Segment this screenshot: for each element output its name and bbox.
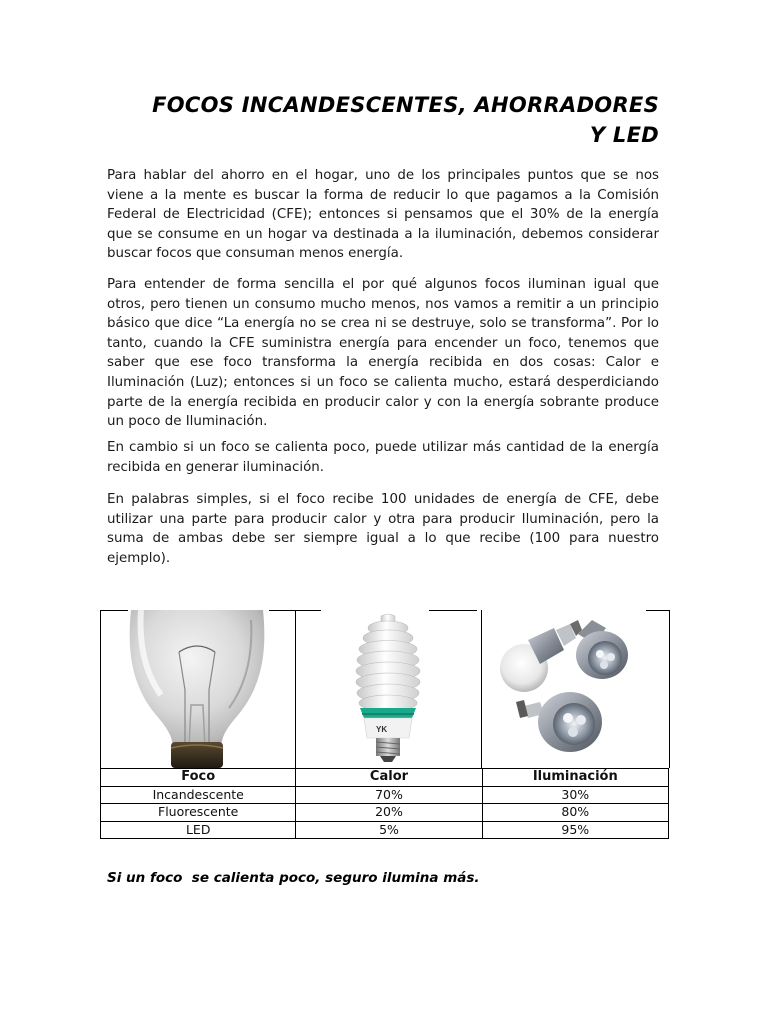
cell-bulb-type: Incandescente (101, 786, 296, 804)
paragraph-low-heat: En cambio si un foco se calienta poco, puede utilizar más cantidad de la energía recibida en generar iluminación. (107, 440, 659, 475)
cell-bulb-type: Fluorescente (101, 804, 296, 822)
cell-heat: 20% (296, 804, 482, 822)
led-bulb-bottom-icon (516, 692, 602, 752)
incandescent-bulb-image (101, 610, 296, 768)
cell-light: 30% (482, 786, 668, 804)
cell-heat: 5% (296, 821, 482, 839)
cell-heat: 70% (296, 786, 482, 804)
header-iluminacion: Iluminación (482, 769, 668, 787)
paragraph-intro: Para hablar del ahorro en el hogar, uno de los principales puntos que se nos viene a la mente es buscar la forma de reducir lo que pagamos a la Comisión Federal de Electricidad (CFE); entonces si pensamos que el 30% de la energía que se consume en un hogar va destinada a la iluminación, debemos considerar buscar focos que consuman menos energía. (107, 168, 659, 262)
document-title (108, 90, 659, 150)
table-row (101, 821, 669, 839)
header-calor: Calor (296, 769, 482, 787)
led-bulb-top-right-icon (576, 620, 628, 679)
cell-light: 80% (482, 804, 668, 822)
bulb-brand-label: YK (376, 725, 388, 734)
energy-comparison-table (100, 768, 669, 839)
paragraph-example: En palabras simples, si el foco recibe 100 unidades de energía de CFE, debe utilizar una parte para producir calor y otra para producir Iluminación, pero la suma de ambas debe ser siempre igual a lo que recibe (100 para nuestro ejemplo). (107, 492, 659, 566)
led-bulb-white-icon (500, 620, 582, 692)
bulb-images-row (100, 610, 670, 768)
paragraph-principle: Para entender de forma sencilla el por qué algunos focos iluminan igual que otros, pero tienen un consumo mucho menos, nos vamos a remitir a un principio básico que dice “La energía no se crea ni se destruye, solo se transforma”. Por lo tanto, cuando la CFE suministra energía para encender un foco, tenemos que saber que ese foco transforma la energía recibida en dos cosas: Calor e Iluminación (Luz); entonces si un foco se calienta mucho, estará desperdiciando parte de la energía recibida en producir calor y con la energía sobrante produce un poco de Iluminación. (107, 277, 659, 430)
title-line-2: Y LED (589, 123, 659, 147)
closing-statement: Si un foco se calienta poco, seguro ilumina más. (107, 870, 480, 886)
table-row (101, 786, 669, 804)
cell-light: 95% (482, 821, 668, 839)
fluorescent-bulb-image (296, 610, 482, 768)
header-foco: Foco (101, 769, 296, 787)
table-header-row (101, 769, 669, 787)
led-bulbs-image (482, 610, 669, 768)
cell-bulb-type: LED (101, 821, 296, 839)
title-line-1: FOCOS INCANDESCENTES, AHORRADORES (152, 93, 659, 117)
table-row (101, 804, 669, 822)
